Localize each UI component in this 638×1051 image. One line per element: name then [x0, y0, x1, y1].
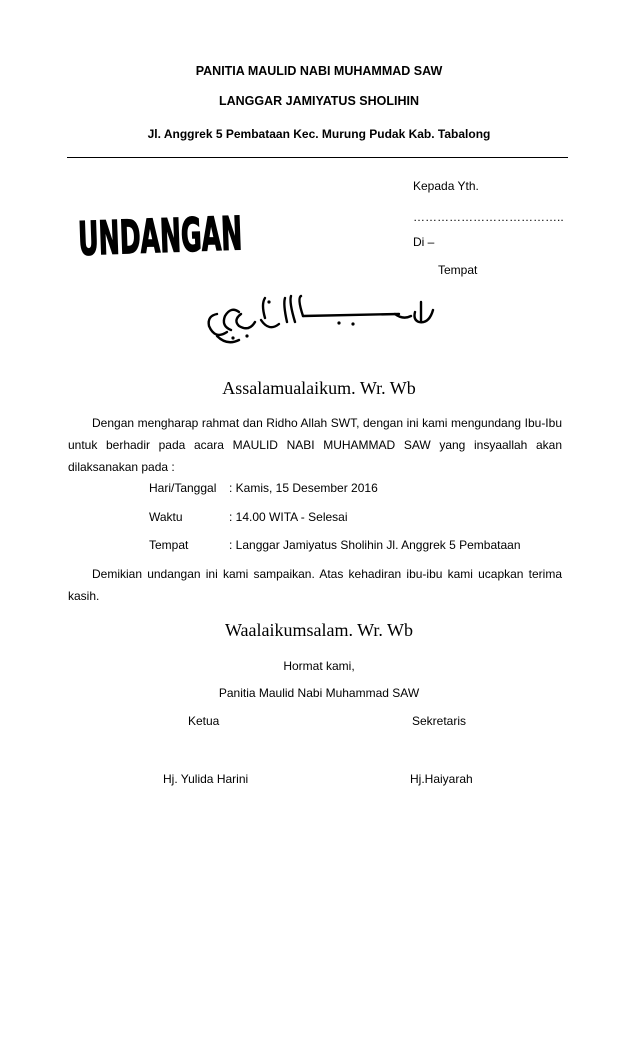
closing-paragraph: Demikian undangan ini kami sampaikan. Atas kehadiran ibu-ibu kami ucapkan terima kasih.: [68, 567, 562, 603]
intro-paragraph: Dengan mengharap rahmat dan Ridho Allah SWT, dengan ini kami mengundang Ibu-Ibu untuk berhadir pada acara MAULID NABI MUHAMMAD SAW yang insyaallah akan dilaksanakan pada :: [68, 416, 562, 474]
header-divider: [67, 157, 568, 158]
detail-label: Tempat: [149, 538, 189, 552]
detail-label: Waktu: [149, 510, 183, 524]
detail-row-date: [149, 481, 378, 495]
detail-row-place: [149, 538, 521, 552]
signoff-hormat: Hormat kami,: [283, 659, 355, 673]
detail-value: : Langgar Jamiyatus Sholihin Jl. Anggrek 5 Pembataan: [229, 538, 521, 552]
address-line: Jl. Anggrek 5 Pembataan Kec. Murung Pudak Kab. Tabalong: [147, 127, 491, 141]
venue-name: LANGGAR JAMIYATUS SHOLIHIN: [218, 94, 419, 108]
recipient-dots: ………………………………..: [413, 210, 564, 224]
undangan-title-graphic: [76, 201, 379, 266]
recipient-di: Di –: [413, 235, 435, 249]
greeting-close: Waalaikumsalam. Wr. Wb: [224, 620, 414, 640]
org-name: PANITIA MAULID NABI MUHAMMAD SAW: [195, 64, 443, 78]
ketua-name: Hj. Yulida Harini: [163, 772, 249, 786]
sekretaris-title: Sekretaris: [412, 714, 467, 728]
detail-value: : Kamis, 15 Desember 2016: [229, 481, 378, 495]
greeting-open: Assalamualaikum. Wr. Wb: [222, 378, 416, 398]
detail-row-time: [149, 510, 348, 524]
detail-label: Hari/Tanggal: [149, 481, 217, 495]
recipient-kepada: Kepada Yth.: [413, 179, 479, 193]
signoff-org: Panitia Maulid Nabi Muhammad SAW: [218, 686, 420, 700]
ketua-title: Ketua: [188, 714, 220, 728]
basmalah-icon: [203, 292, 437, 350]
undangan-title-text: UNDANGAN: [77, 201, 379, 266]
sekretaris-name: Hj.Haiyarah: [410, 772, 473, 786]
detail-value: : 14.00 WITA - Selesai: [229, 510, 348, 524]
recipient-tempat: Tempat: [438, 263, 478, 277]
